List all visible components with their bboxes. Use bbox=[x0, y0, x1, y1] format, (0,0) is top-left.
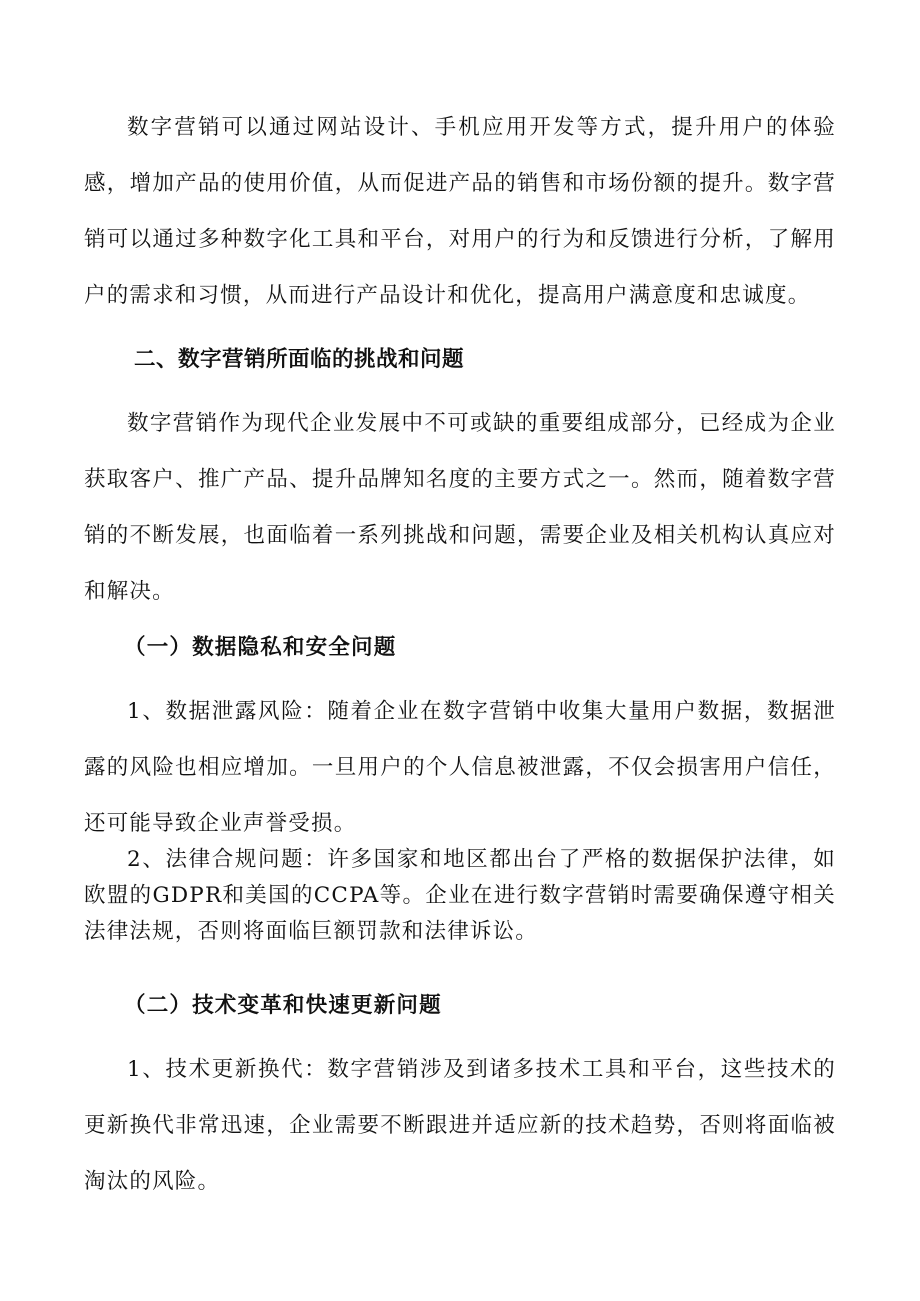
paragraph-legal-compliance: 2、法律合规问题：许多国家和地区都出台了严格的数据保护法律，如欧盟的GDPR和美国的CCPA等。企业在进行数字营销时需要确保遵守相关法律法规，否则将面临巨额罚款和法律诉讼。 bbox=[84, 847, 836, 944]
paragraph-intro: 数字营销可以通过网站设计、手机应用开发等方式，提升用户的体验感，增加产品的使用价值，从而促进产品的销售和市场份额的提升。数字营销可以通过多种数字化工具和平台，对用户的行为和反馈进行分析，了解用户的需求和习惯，从而进行产品设计和优化，提高用户满意度和忠诚度。 bbox=[84, 115, 836, 308]
paragraph-data-leak-risk: 1、数据泄露风险：随着企业在数字营销中收集大量用户数据，数据泄露的风险也相应增加。一旦用户的个人信息被泄露，不仅会损害用户信任，还可能导致企业声誉受损。 bbox=[84, 699, 836, 836]
section-heading-challenges: 二、数字营销所面临的挑战和问题 bbox=[134, 347, 465, 372]
subsection-heading-data-privacy: （一）数据隐私和安全问题 bbox=[124, 635, 397, 660]
subsection-heading-tech-change: （二）技术变革和快速更新问题 bbox=[124, 993, 442, 1018]
paragraph-section2-intro: 数字营销作为现代企业发展中不可或缺的重要组成部分，已经成为企业获取客户、推广产品、提升品牌知名度的主要方式之一。然而，随着数字营销的不断发展，也面临着一系列挑战和问题，需要企业及相关机构认真应对和解决。 bbox=[84, 411, 836, 604]
paragraph-tech-update: 1、技术更新换代：数字营销涉及到诸多技术工具和平台，这些技术的更新换代非常迅速，企业需要不断跟进并适应新的技术趋势，否则将面临被淘汰的风险。 bbox=[84, 1057, 836, 1194]
